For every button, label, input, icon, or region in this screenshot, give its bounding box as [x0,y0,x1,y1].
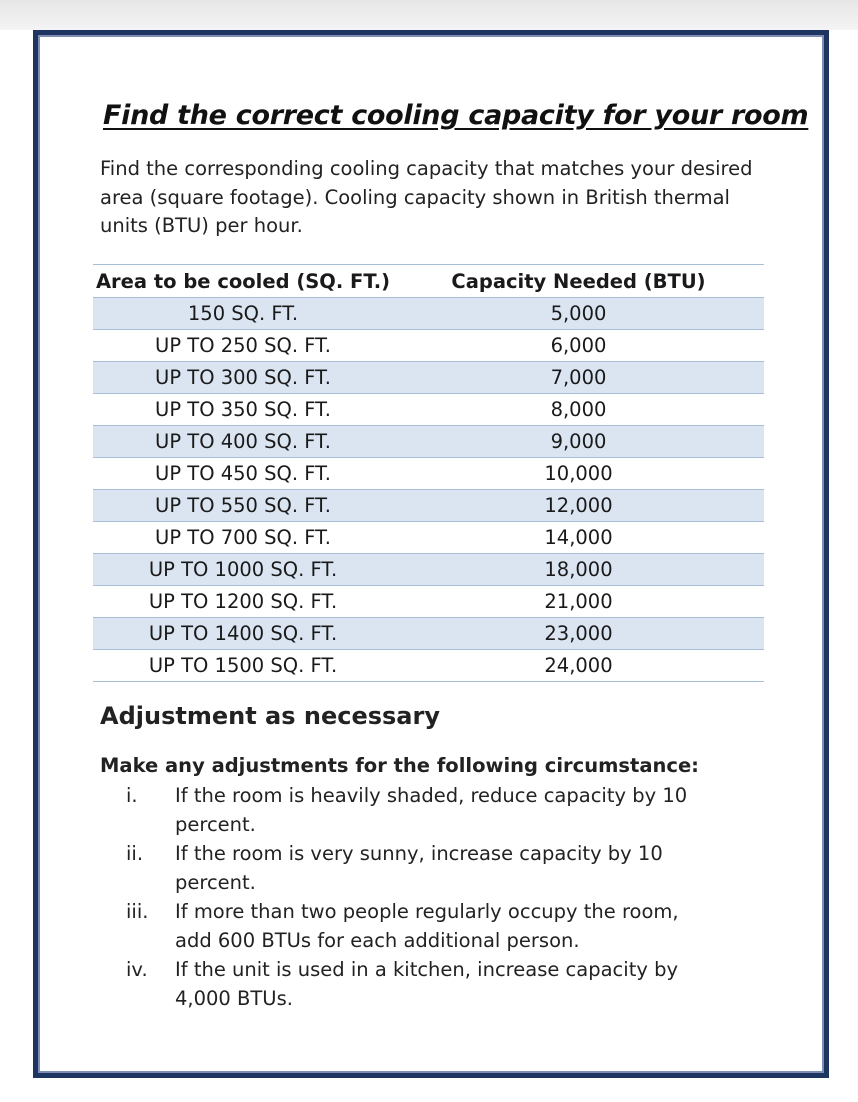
btu-cell: 12,000 [544,494,613,517]
adjustment-heading: Adjustment as necessary [100,702,440,730]
column-header-capacity: Capacity Needed (BTU) [451,269,706,293]
btu-cell: 7,000 [550,366,607,389]
table-row [93,618,764,650]
area-cell: UP TO 400 SQ. FT. [155,430,331,453]
area-cell: UP TO 300 SQ. FT. [155,366,331,389]
list-item-text: If the room is very sunny, increase capacity by 10 percent. [175,842,663,894]
btu-cell: 24,000 [544,654,613,677]
table-row [93,362,764,394]
adjustment-subheading: Make any adjustments for the following circumstance: [100,754,699,777]
intro-paragraph: Find the corresponding cooling capacity that matches your desired area (square footage). Cooling capacity shown in British thermal units (BTU) per hour. [100,157,753,237]
btu-cell: 8,000 [550,398,607,421]
table-row [93,298,764,330]
table-row [93,458,764,490]
table-row [93,394,764,426]
list-marker: iv. [126,958,148,981]
btu-cell: 14,000 [544,526,613,549]
list-item-text: If more than two people regularly occupy the room, add 600 BTUs for each additional person. [175,900,679,952]
table-row [93,554,764,586]
list-item [100,897,760,955]
area-cell: UP TO 700 SQ. FT. [155,526,331,549]
table-row [93,426,764,458]
list-marker: ii. [126,842,144,865]
btu-cell: 10,000 [544,462,613,485]
area-cell: 150 SQ. FT. [187,302,299,325]
btu-cell: 23,000 [544,622,613,645]
table-row [93,490,764,522]
column-header-area: Area to be cooled (SQ. FT.) [95,269,391,293]
adjustment-list [100,781,760,1013]
table-row [93,522,764,554]
btu-cell: 18,000 [544,558,613,581]
page-title: Find the correct cooling capacity for your room [103,100,809,131]
page-top-shade [0,0,858,30]
list-item [100,781,760,839]
list-item [100,839,760,897]
list-item [100,955,760,1013]
list-marker: i. [126,784,138,807]
btu-cell: 9,000 [550,430,607,453]
area-cell: UP TO 250 SQ. FT. [155,334,331,357]
area-cell: UP TO 350 SQ. FT. [155,398,331,421]
area-cell: UP TO 450 SQ. FT. [155,462,331,485]
area-cell: UP TO 1500 SQ. FT. [148,654,338,677]
btu-cell: 5,000 [550,302,607,325]
list-item-text: If the room is heavily shaded, reduce capacity by 10 percent. [175,784,688,836]
table-row [93,330,764,362]
area-cell: UP TO 1200 SQ. FT. [148,590,338,613]
area-cell: UP TO 550 SQ. FT. [155,494,331,517]
list-item-text: If the unit is used in a kitchen, increase capacity by 4,000 BTUs. [175,958,679,1010]
area-cell: UP TO 1000 SQ. FT. [148,558,338,581]
btu-cell: 6,000 [550,334,607,357]
list-marker: iii. [126,900,149,923]
table-row [93,650,764,682]
area-cell: UP TO 1400 SQ. FT. [148,622,338,645]
table-header-row [93,265,764,298]
btu-cell: 21,000 [544,590,613,613]
capacity-table [93,264,764,682]
table-row [93,586,764,618]
